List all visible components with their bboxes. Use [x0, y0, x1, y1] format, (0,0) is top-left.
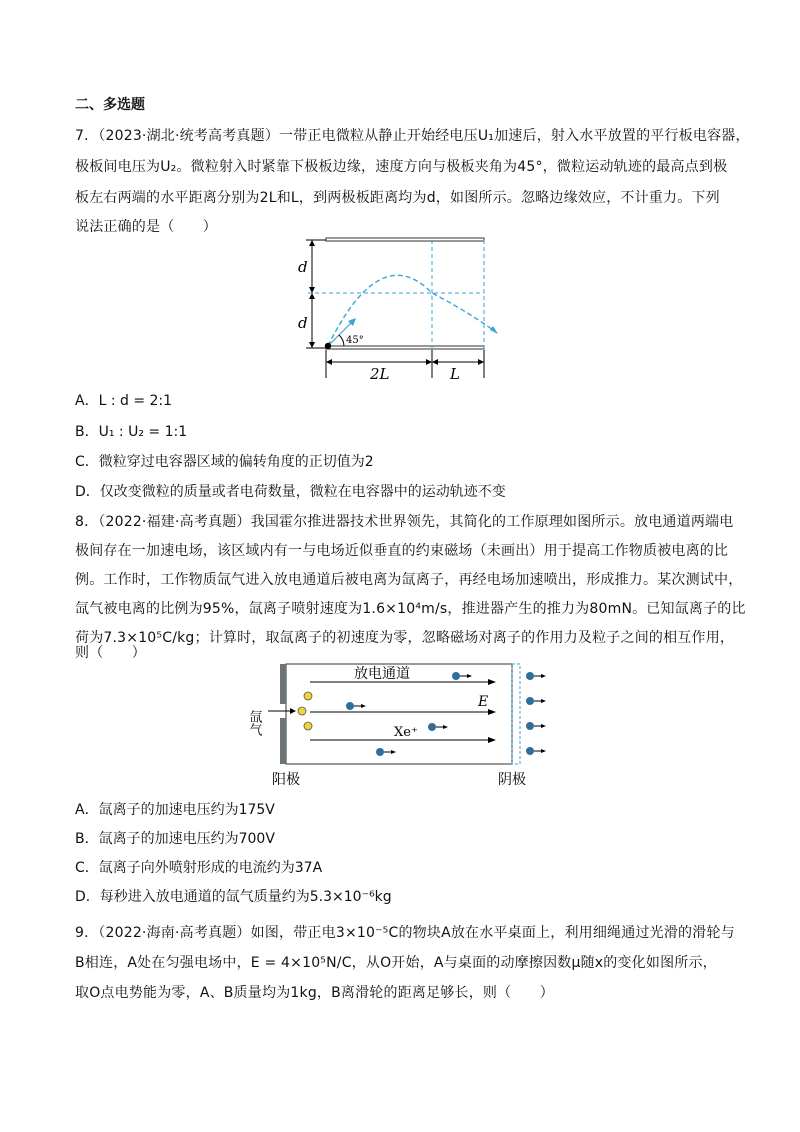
q8-option-a: A．氙离子的加速电压约为175V [75, 802, 275, 818]
label-d-bottom: d [298, 314, 308, 332]
q8-option-b: B．氙离子的加速电压约为700V [75, 831, 275, 847]
q7-capacitor-figure [290, 232, 500, 382]
q7-option-c: C．微粒穿过电容器区域的偏转角度的正切值为2 [75, 454, 374, 470]
bottom-plate [326, 346, 484, 349]
xenon-atom [298, 707, 306, 715]
q8-line-3: 例。工作时，工作物质氙气进入放电通道后被电离为氙离子，再经电场加速喷出，形成推力。某次测试中， [75, 572, 743, 588]
channel-label: 放电通道 [354, 666, 410, 682]
anode-plate-bottom [280, 718, 286, 764]
cathode-label: 阴极 [498, 772, 526, 788]
top-plate [326, 238, 484, 241]
q8-line-4: 氙气被电离的比例为95%，氙离子喷射速度为1.6×10⁴m/s，推进器产生的推力为80mN。已知氙离子的比 [75, 601, 746, 617]
q8-line-2: 极间存在一加速电场，该区域内有一与电场近似垂直的约束磁场（未画出）用于提高工作物质被电离的比 [75, 543, 729, 559]
q7-line-2: 极板间电压为U₂。微粒射入时紧靠下极板边缘，速度方向与极板夹角为45°，微粒运动轨迹的最高点到极 [75, 159, 728, 175]
q9-line-3: 取O点电势能为零，A、B质量均为1kg，B离滑轮的距离足够长，则（ ） [75, 985, 554, 1001]
xenon-ion [346, 702, 354, 710]
xenon-ion [526, 722, 534, 730]
anode-plate-top [280, 664, 286, 704]
q9-line-1: 9．（2022·海南·高考真题）如图，带正电3×10⁻⁵C的物块A放在水平桌面上，利用细绳通过光滑的滑轮与 [75, 925, 735, 941]
q7-option-a: A．L : d = 2:1 [75, 393, 173, 409]
cathode [512, 664, 520, 764]
angle-label: 45° [346, 335, 364, 346]
xenon-ion [526, 697, 534, 705]
q8-option-d: D．每秒进入放电通道的氙气质量约为5.3×10⁻⁶kg [75, 889, 392, 905]
label-d-top: d [298, 258, 308, 276]
xenon-ion [526, 672, 534, 680]
section-title: 二、多选题 [75, 97, 145, 113]
anode-label: 阳极 [272, 772, 300, 788]
field-label: E [478, 694, 489, 710]
q7-line-3: 板左右两端的水平距离分别为2L和L，到两极板距离均为d，如图所示。忽略边缘效应，不计重力。下列 [75, 190, 720, 206]
q8-option-c: C．氙离子向外喷射形成的电流约为37A [75, 860, 323, 876]
xenon-atom [304, 722, 312, 730]
q7-option-b: B．U₁ : U₂ = 1:1 [75, 424, 188, 440]
q8-line-1: 8．（2022·福建·高考真题）我国霍尔推进器技术世界领先，其简化的工作原理如图所示。放电通道两端电 [75, 514, 734, 530]
q8-line-5: 荷为7.3×10⁵C/kg；计算时，取氙离子的初速度为零，忽略磁场对离子的作用力及粒子之间的相互作用， [75, 630, 735, 646]
label-2L: 2L [370, 365, 390, 383]
q7-line-4: 说法正确的是（ ） [75, 219, 217, 235]
xenon-ion [526, 747, 534, 755]
q7-line-1: 7．（2023·湖北·统考高考真题）一带正电微粒从静止开始经电压U₁加速后，射入水平放置的平行板电容器， [75, 128, 750, 144]
ion-label: Xe⁺ [394, 725, 418, 740]
label-L: L [450, 365, 460, 383]
xenon-ion [452, 672, 460, 680]
xenon-atom [304, 692, 312, 700]
xenon-ion [428, 723, 436, 731]
gas-label: 氙气 [246, 710, 262, 736]
particle [325, 343, 331, 349]
q9-line-2: B相连，A处在匀强电场中，E = 4×10⁵N/C，从O开始，A与桌面的动摩擦因数μ随x的变化如图所示， [75, 955, 717, 971]
q8-thruster-figure [246, 660, 550, 790]
xenon-ion [376, 748, 384, 756]
q7-option-d: D．仅改变微粒的质量或者电荷数量，微粒在电容器中的运动轨迹不变 [75, 484, 506, 500]
q8-line-6: 则（ ） [75, 645, 146, 661]
